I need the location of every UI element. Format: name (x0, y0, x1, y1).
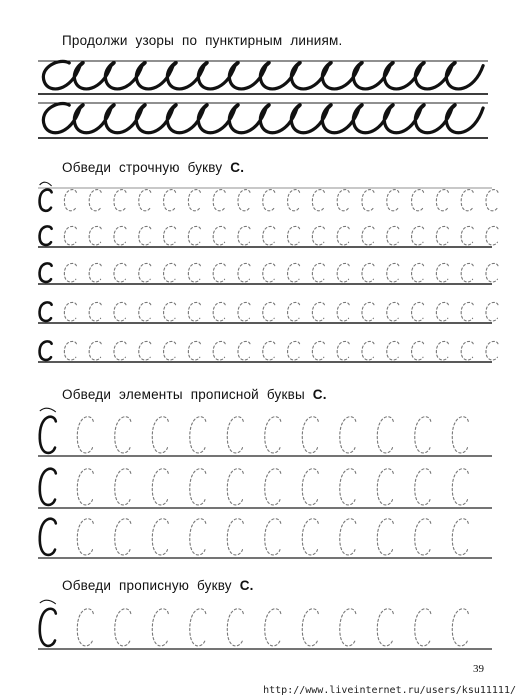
lowercase-c-dotted (64, 190, 76, 211)
uppercase-c-dotted (227, 417, 243, 453)
uppercase-c-sample (40, 417, 56, 453)
uppercase-c-dotted (452, 519, 468, 555)
lowercase-c-dotted (436, 263, 448, 282)
uppercase-c-full-dotted (77, 609, 93, 646)
uppercase-c-dotted (415, 417, 431, 453)
uppercase-c-dotted (77, 469, 93, 505)
uppercase-c-sample (40, 469, 56, 505)
lowercase-c-dotted (263, 302, 275, 321)
lowercase-c-dotted (337, 302, 349, 321)
lowercase-c-dotted (213, 226, 225, 245)
stroke-direction-arrow (40, 408, 56, 412)
lowercase-c-dotted (238, 263, 250, 282)
uppercase-c-dotted (152, 519, 168, 555)
lowercase-c-dotted (139, 341, 151, 360)
lowercase-c-dotted (263, 226, 275, 245)
lowercase-c-dotted (64, 263, 76, 282)
uppercase-c-dotted (152, 417, 168, 453)
uppercase-c-dotted (340, 469, 356, 505)
cursive-c-pattern-row (43, 104, 483, 133)
lowercase-c-dotted (288, 190, 300, 211)
uppercase-c-dotted (190, 519, 206, 555)
lowercase-c-dotted (312, 302, 324, 321)
instruction-trace-uppercase-elements: Обведи элементы прописной буквы С. (62, 387, 327, 402)
lowercase-c-dotted (64, 341, 76, 360)
lowercase-c-dotted (89, 341, 101, 360)
lowercase-c-dotted (412, 302, 424, 321)
uppercase-c-dotted (115, 417, 131, 453)
lowercase-c-dotted (288, 341, 300, 360)
lowercase-c-dotted (486, 226, 498, 245)
uppercase-c-dotted (452, 469, 468, 505)
uppercase-c-dotted (227, 519, 243, 555)
lowercase-c-dotted (213, 341, 225, 360)
lowercase-c-dotted (312, 190, 324, 211)
uppercase-c-full-dotted (227, 609, 243, 646)
uppercase-c-dotted (190, 469, 206, 505)
uppercase-c-full-dotted (302, 609, 318, 646)
lowercase-c-dotted (139, 263, 151, 282)
uppercase-c-full-dotted (190, 609, 206, 646)
uppercase-c-full-dotted (415, 609, 431, 646)
lowercase-c-dotted (114, 190, 126, 211)
lowercase-c-dotted (164, 302, 176, 321)
uppercase-c-dotted (377, 469, 393, 505)
lowercase-c-dotted (64, 302, 76, 321)
lowercase-c-dotted (288, 263, 300, 282)
lowercase-c-dotted (114, 226, 126, 245)
lowercase-c-dotted (238, 341, 250, 360)
lowercase-c-sample (40, 190, 52, 211)
lowercase-c-dotted (387, 302, 399, 321)
uppercase-c-full-dotted (452, 609, 468, 646)
uppercase-c-sample (40, 519, 56, 555)
lowercase-c-dotted (114, 341, 126, 360)
lowercase-c-dotted (64, 226, 76, 245)
lowercase-c-dotted (461, 341, 473, 360)
instruction-continue-patterns: Продолжи узоры по пунктирным линиям. (62, 33, 343, 48)
lowercase-c-dotted (213, 263, 225, 282)
lowercase-c-dotted (362, 302, 374, 321)
lowercase-c-dotted (188, 302, 200, 321)
lowercase-c-dotted (461, 190, 473, 211)
lowercase-c-dotted (486, 341, 498, 360)
uppercase-c-full-dotted (152, 609, 168, 646)
lowercase-c-dotted (114, 263, 126, 282)
uppercase-c-full-sample (40, 609, 56, 646)
lowercase-c-dotted (362, 190, 374, 211)
uppercase-c-dotted (340, 519, 356, 555)
lowercase-c-dotted (461, 263, 473, 282)
uppercase-c-full-dotted (115, 609, 131, 646)
lowercase-c-dotted (164, 341, 176, 360)
lowercase-c-dotted (337, 263, 349, 282)
lowercase-c-dotted (213, 190, 225, 211)
uppercase-c-dotted (152, 469, 168, 505)
lowercase-c-dotted (263, 341, 275, 360)
uppercase-c-dotted (265, 469, 281, 505)
uppercase-c-dotted (115, 519, 131, 555)
lowercase-c-dotted (461, 226, 473, 245)
uppercase-c-dotted (265, 417, 281, 453)
lowercase-c-dotted (238, 190, 250, 211)
lowercase-c-dotted (89, 263, 101, 282)
lowercase-c-dotted (312, 226, 324, 245)
lowercase-c-dotted (486, 263, 498, 282)
lowercase-c-dotted (412, 263, 424, 282)
lowercase-c-dotted (312, 341, 324, 360)
lowercase-c-dotted (362, 341, 374, 360)
lowercase-c-dotted (114, 302, 126, 321)
lowercase-c-dotted (188, 226, 200, 245)
lowercase-c-dotted (436, 302, 448, 321)
lowercase-c-dotted (288, 302, 300, 321)
lowercase-c-dotted (412, 226, 424, 245)
lowercase-c-dotted (362, 226, 374, 245)
uppercase-c-dotted (302, 417, 318, 453)
lowercase-c-dotted (412, 341, 424, 360)
lowercase-c-sample (40, 226, 52, 245)
lowercase-c-dotted (238, 302, 250, 321)
uppercase-c-dotted (340, 417, 356, 453)
lowercase-c-dotted (337, 190, 349, 211)
lowercase-c-dotted (139, 190, 151, 211)
lowercase-c-dotted (139, 226, 151, 245)
lowercase-c-dotted (164, 190, 176, 211)
lowercase-c-dotted (188, 341, 200, 360)
uppercase-c-dotted (77, 519, 93, 555)
uppercase-c-dotted (115, 469, 131, 505)
lowercase-c-dotted (164, 263, 176, 282)
source-url: http://www.liveinternet.ru/users/ksu11111/ (263, 685, 516, 696)
uppercase-c-full-dotted (340, 609, 356, 646)
uppercase-c-dotted (190, 417, 206, 453)
lowercase-c-dotted (139, 302, 151, 321)
instruction-trace-lowercase: Обведи строчную букву С. (62, 160, 245, 175)
lowercase-c-dotted (486, 302, 498, 321)
uppercase-c-dotted (452, 417, 468, 453)
lowercase-c-dotted (412, 190, 424, 211)
uppercase-c-dotted (302, 469, 318, 505)
lowercase-c-dotted (213, 302, 225, 321)
lowercase-c-dotted (337, 226, 349, 245)
lowercase-c-dotted (337, 341, 349, 360)
lowercase-c-dotted (188, 190, 200, 211)
uppercase-c-dotted (377, 417, 393, 453)
lowercase-c-dotted (263, 263, 275, 282)
stroke-direction-arrow (40, 600, 56, 604)
lowercase-c-dotted (89, 226, 101, 245)
instruction-trace-uppercase: Обведи прописную букву С. (62, 578, 254, 593)
lowercase-c-dotted (238, 226, 250, 245)
lowercase-c-dotted (387, 263, 399, 282)
page-number: 39 (473, 663, 484, 675)
uppercase-c-dotted (302, 519, 318, 555)
lowercase-c-dotted (486, 190, 498, 211)
lowercase-c-sample (40, 341, 52, 360)
lowercase-c-dotted (89, 190, 101, 211)
lowercase-c-dotted (312, 263, 324, 282)
lowercase-c-dotted (461, 302, 473, 321)
stroke-direction-arrow (40, 182, 52, 186)
uppercase-c-dotted (265, 519, 281, 555)
uppercase-c-full-dotted (265, 609, 281, 646)
lowercase-c-dotted (164, 226, 176, 245)
cursive-c-pattern-row (43, 61, 483, 89)
lowercase-c-dotted (436, 341, 448, 360)
uppercase-c-dotted (415, 519, 431, 555)
lowercase-c-sample (40, 263, 52, 282)
uppercase-c-full-dotted (377, 609, 393, 646)
lowercase-c-dotted (436, 190, 448, 211)
lowercase-c-dotted (436, 226, 448, 245)
lowercase-c-dotted (387, 341, 399, 360)
lowercase-c-dotted (288, 226, 300, 245)
lowercase-c-sample (40, 302, 52, 321)
uppercase-c-dotted (227, 469, 243, 505)
uppercase-c-dotted (77, 417, 93, 453)
lowercase-c-dotted (188, 263, 200, 282)
lowercase-c-dotted (387, 190, 399, 211)
lowercase-c-dotted (89, 302, 101, 321)
uppercase-c-dotted (415, 469, 431, 505)
lowercase-c-dotted (263, 190, 275, 211)
uppercase-c-dotted (377, 519, 393, 555)
lowercase-c-dotted (387, 226, 399, 245)
lowercase-c-dotted (362, 263, 374, 282)
